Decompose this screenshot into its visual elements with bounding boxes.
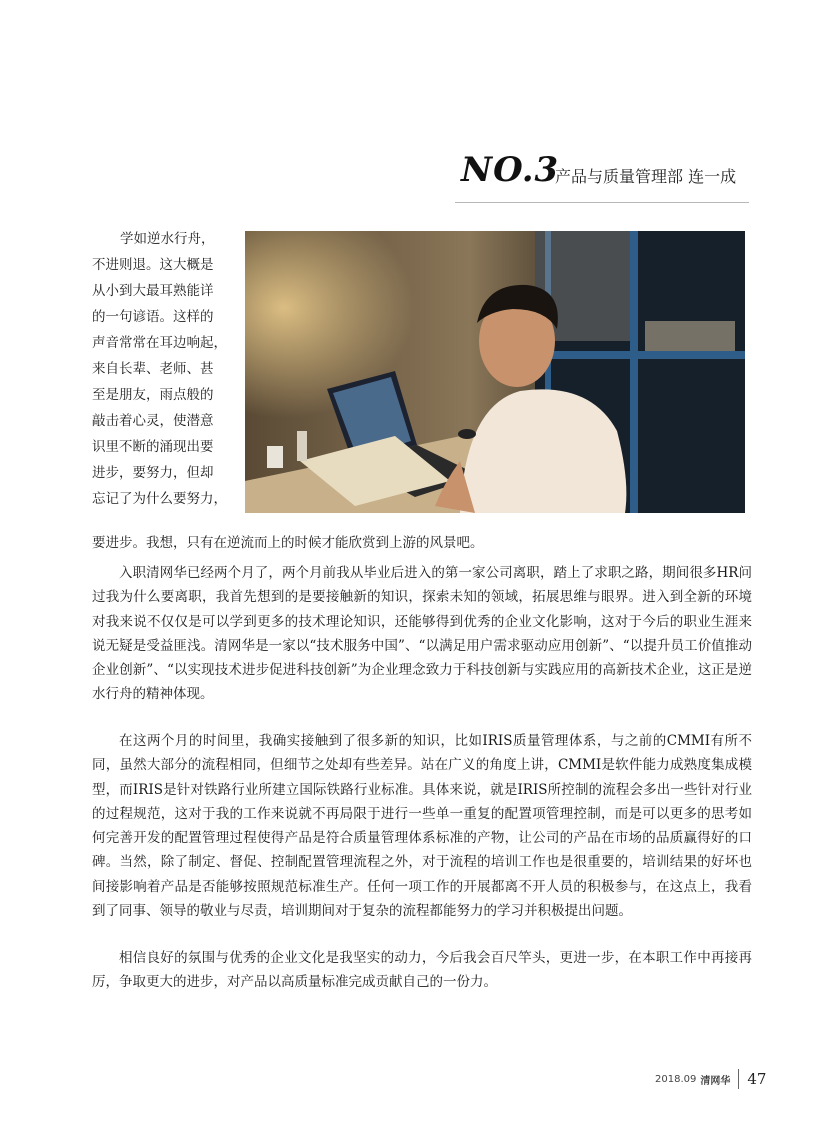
footer-divider	[738, 1069, 739, 1089]
intro-line: 从小到大最耳熟能详	[92, 283, 214, 299]
intro-line: 进步，要努力，但却	[92, 465, 214, 481]
article-title: 产品与质量管理部 连一成	[555, 167, 737, 186]
article-photo	[245, 231, 745, 513]
issue-date: 2018.09	[655, 1073, 697, 1085]
paragraph-3: 相信良好的氛围与优秀的企业文化是我坚实的动力，今后我会百尺竿头，更进一步，在本职工作中再接再厉，争取更大的进步，对产品以高质量标准完成贡献自己的一份力。	[92, 950, 752, 991]
paragraph-2: 在这两个月的时间里，我确实接触到了很多新的知识，比如IRIS质量管理体系，与之前的CMMI有所不同，虽然大部分的流程相同，但细节之处却有些差异。站在广义的角度上讲，CMMI是软件能力成熟度集成模型，而IRIS是针对铁路行业所建立国际铁路行业标准。具体来说，就是IRIS所控制的流程会多出一些针对行业的过程规范，这对于我的工作来说就不再局限于进行一些单一重复的配置项管理控制，而是可以更多的思考如何完善开发的配置管理过程使得产品是符合质量管理体系标准的产物，让公司的产品在市场的品质赢得好的口碑。当然，除了制定、督促、控制配置管理流程之外，对于流程的培训工作也是很重要的，培训结果的好坏也间接影响着产品是否能够按照规范标准生产。任何一项工作的开展都离不开人员的积极参与，在这点上，我看到了同事、领导的敬业与尽责，培训期间对于复杂的流程都能努力的学习并积极提出问题。	[92, 733, 752, 920]
article-header	[455, 150, 749, 203]
magazine-name: 清网华	[700, 1075, 731, 1087]
page-number: 47	[747, 1070, 767, 1088]
intro-line: 至是朋友，雨点般的	[92, 387, 214, 403]
page-footer	[655, 1068, 766, 1090]
section-number: NO.3	[461, 150, 560, 190]
intro-line: 不进则退。这大概是	[92, 257, 214, 273]
intro-line: 学如逆水行舟，	[120, 231, 215, 247]
intro-line: 来自长辈、老师、甚	[92, 361, 214, 377]
intro-line: 的一句谚语。这样的	[92, 309, 214, 325]
intro-line: 忘记了为什么要努力，	[92, 491, 227, 507]
intro-line: 声音常常在耳边响起，	[92, 335, 227, 351]
person-at-laptop-photo-icon	[245, 231, 745, 513]
paragraph-1: 入职清网华已经两个月了，两个月前我从毕业后进入的第一家公司离职，踏上了求职之路，期间很多HR问过我为什么要离职，我首先想到的是要接触新的知识，探索未知的领域，拓展思维与眼界。进入到全新的环境对我来说不仅仅是可以学到更多的技术理论知识，还能够得到优秀的企业文化影响，这对于今后的职业生涯来说无疑是受益匪浅。清网华是一家以“技术服务中国”、“以满足用户需求驱动应用创新”、“以提升员工价值推动企业创新”、“以实现技术进步促进科技创新”为企业理念致力于科技创新与实践应用的高新技术企业，这正是逆水行舟的精神体现。	[92, 565, 752, 703]
intro-line: 敲击着心灵，使潜意	[92, 413, 214, 429]
intro-line: 识里不断的涌现出要	[92, 439, 214, 455]
intro-tail: 要进步。我想，只有在逆流而上的时候才能欣赏到上游的风景吧。	[92, 535, 484, 551]
